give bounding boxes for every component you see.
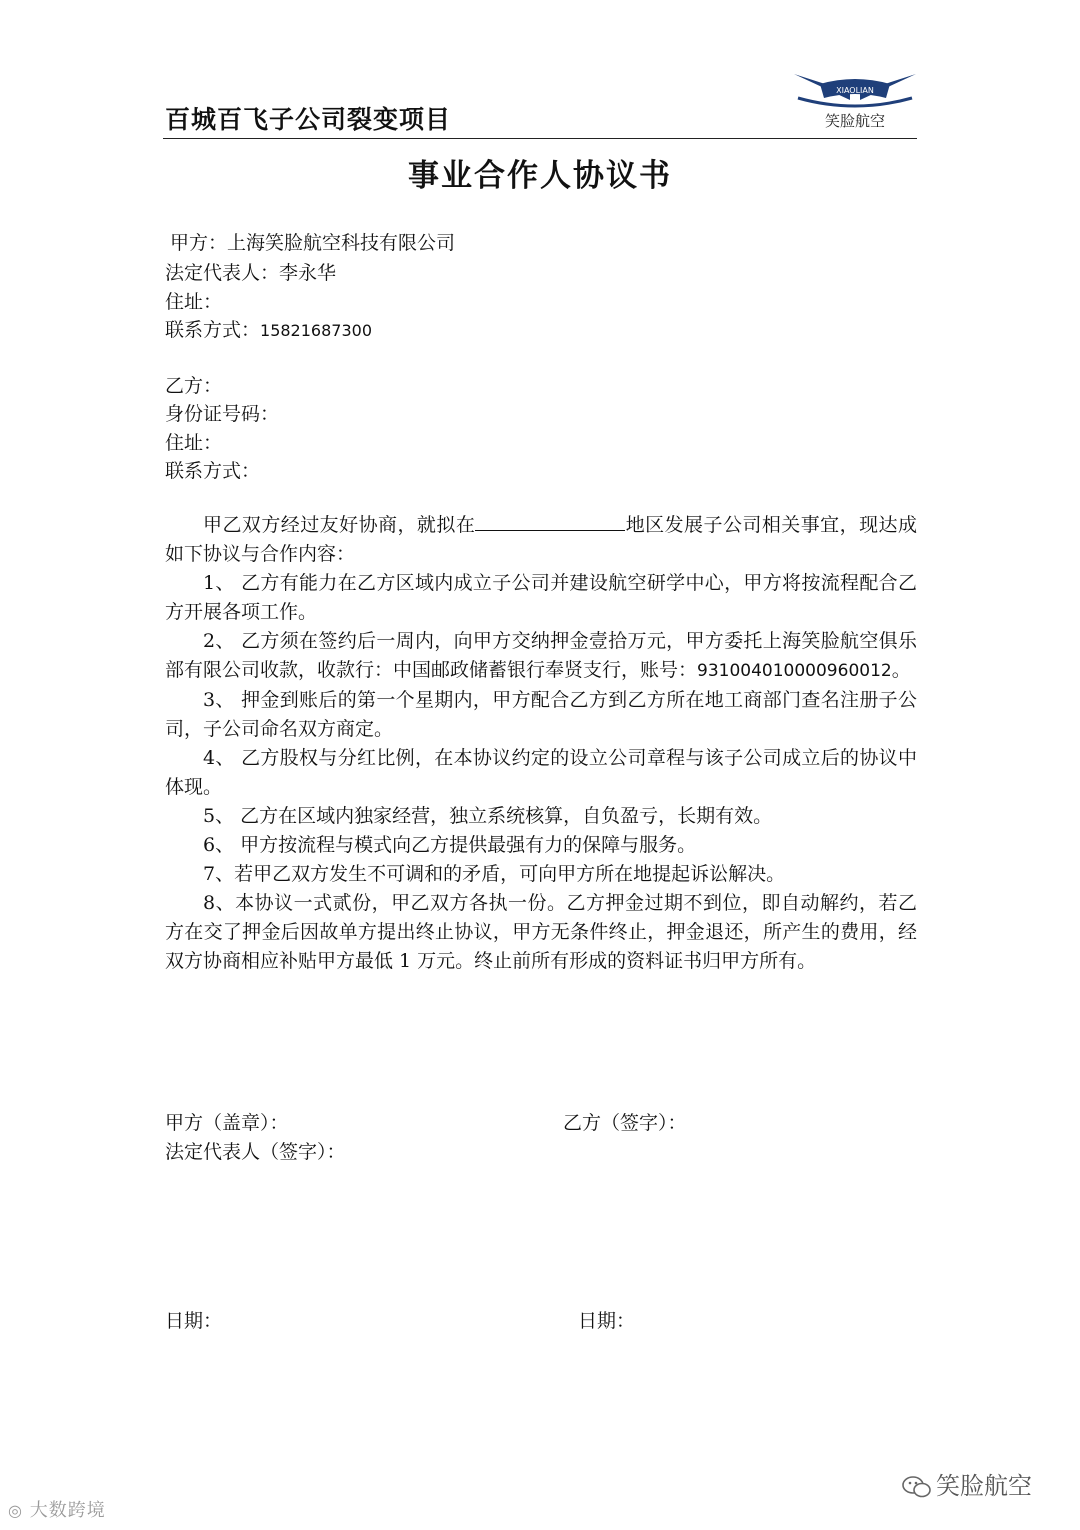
- company-logo: [790, 70, 920, 136]
- party-b-address: 住址：: [165, 432, 223, 454]
- clause-8: 8、本协议一式贰份，甲乙双方各执一份。乙方押金过期不到位，即自动解约，若乙方在交了押金后因故单方提出终止协议，甲方无条件终止，押金退还，所产生的费用，经双方协商相应补贴甲方最低 1 万元。终止前所有形成的资料证书归甲方所有。: [165, 892, 917, 972]
- clause-2-end: 。: [891, 659, 911, 681]
- logo-text: XIAOLIAN: [836, 86, 874, 95]
- clause-2: [165, 627, 917, 686]
- region-blank-line: [475, 510, 625, 531]
- clause-1: 1、 乙方有能力在乙方区域内成立子公司并建设航空研学中心，甲方将按流程配合乙方开展各项工作。: [165, 572, 917, 623]
- party-a-seal-label: 甲方（盖章）：: [165, 1112, 289, 1134]
- clause-5: 5、 乙方在区域内独家经营，独立系统核算，自负盈亏，长期有效。: [203, 805, 773, 827]
- watermark-right-text: 笑脸航空: [936, 1472, 1032, 1500]
- party-a-contact-label: 联系方式：: [165, 319, 261, 341]
- bank-account-number: 931004010000960012: [697, 661, 892, 681]
- watermark-logo-icon: ◎: [8, 1501, 23, 1520]
- clause-2-text: 2、 乙方须在签约后一周内，向甲方交纳押金壹拾万元，甲方委托上海笑脸航空俱乐部有限公司收款，收款行：中国邮政储蓄银行奉贤支行，账号：: [165, 630, 917, 681]
- intro-text-start: 甲乙双方经过友好协商，就拟在: [203, 514, 476, 536]
- wechat-icon: [902, 1474, 932, 1500]
- clause-6: 6、 甲方按流程与模式向乙方提供最强有力的保障与服务。: [203, 834, 697, 856]
- wings-logo-icon: [790, 70, 920, 110]
- party-a-phone: 15821687300: [260, 321, 372, 340]
- party-a-rep-sign-label: 法定代表人（签字）：: [165, 1141, 346, 1163]
- party-a-representative: 法定代表人：李永华: [165, 262, 337, 284]
- watermark-left: [8, 1496, 106, 1522]
- party-b-sign-label: 乙方（签字）：: [563, 1112, 687, 1134]
- intro-text-end: 地区发展子公司相关事宜，现达成如下协议与合作内容：: [165, 514, 917, 565]
- logo-name: 笑脸航空: [824, 112, 885, 130]
- party-a-address: 住址：: [165, 291, 223, 313]
- party-b-contact: 联系方式：: [165, 460, 261, 482]
- watermark-left-text: 大数跨境: [29, 1500, 106, 1521]
- date-right-label: 日期：: [578, 1310, 636, 1332]
- agreement-body: [165, 510, 917, 976]
- clause-7: 7、若甲乙双方发生不可调和的矛盾，可向甲方所在地提起诉讼解决。: [203, 863, 786, 885]
- document-title: 事业合作人协议书: [408, 158, 672, 194]
- watermark-right: [902, 1466, 1032, 1501]
- clause-4: 4、 乙方股权与分红比例，在本协议约定的设立公司章程与该子公司成立后的协议中体现。: [165, 747, 917, 798]
- date-left-label: 日期：: [165, 1310, 223, 1332]
- party-b-name: 乙方：: [165, 375, 223, 397]
- party-a-name: 甲方：上海笑脸航空科技有限公司: [170, 232, 456, 254]
- party-b-id: 身份证号码：: [165, 403, 280, 425]
- clause-3: 3、 押金到账后的第一个星期内，甲方配合乙方到乙方所在地工商部门查名注册子公司，子公司命名双方商定。: [165, 689, 917, 740]
- header-divider: [163, 138, 917, 139]
- party-a-contact: [165, 315, 372, 342]
- intro-paragraph: [165, 510, 917, 569]
- project-title: 百城百飞子公司裂变项目: [165, 105, 452, 134]
